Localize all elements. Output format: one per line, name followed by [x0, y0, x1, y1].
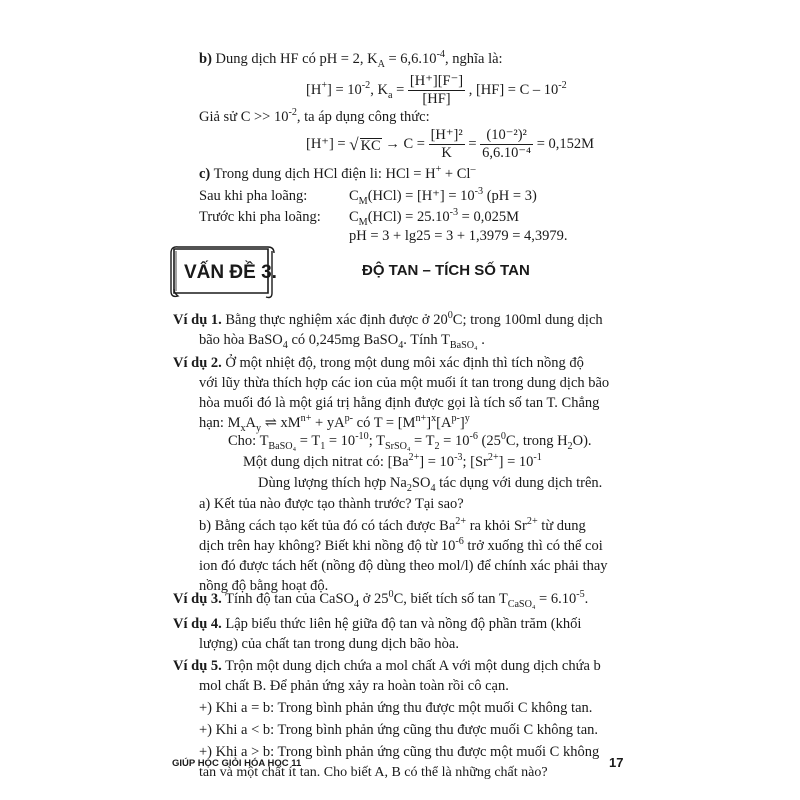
example-4-line2: lượng) của chất tan trong dung dịch bão hòa. — [199, 636, 459, 652]
banner-title: VẤN ĐỀ 3. — [184, 262, 277, 283]
nitrate-solution: Một dung dịch nitrat có: $[Ba^{2+}] = 10^{-3}$; $[Sr^{2+}] = 10^{-1}$ — [243, 452, 542, 470]
example-5-case1: +) Khi a = b: Trong bình phản ứng thu được một muối C không tan. — [199, 700, 593, 716]
example-2-line4: hạn: $M_xA_y$ ⇌ $xM^{n+} + yA^{p-}$ có $T = [M^{n+}]^x[A^{p-}]^y$ — [199, 413, 470, 434]
before-dilution-label: Trước khi pha loãng: — [199, 209, 321, 225]
equation-ka: $[H^+] = 10^{-2}$, $K_a$ = $\frac{[H^+][F^-]}{[HF]}$ , $[HF] = C - 10^{-2}$ — [306, 73, 567, 108]
example-1-line1: Ví dụ 1. Bằng thực nghiệm xác định được ở $20^0C$; trong 100ml dung dịch — [173, 310, 603, 328]
example-2-line1: Ví dụ 2. Ở một nhiệt độ, trong một dung môi xác định thì tích nồng độ — [173, 355, 584, 371]
example-5-case3: +) Khi a > b: Trong bình phản ứng cũng thu được một muối C không — [199, 744, 600, 760]
given-constants: Cho: $T_{BaSO_4} = T_1 = 10^{-10}$; $T_{SrSO_4} = T_2 = 10^{-6}$ ($25^0C$, trong $H_2O$). — [228, 431, 592, 452]
part-c-intro: c) Trong dung dịch HCl điện li: HCl = H+ + Cl– — [199, 164, 476, 182]
ph-calculation: pH = 3 + lg25 = 3 + 1,3979 = 4,3979. — [349, 228, 568, 244]
example-5-case2: +) Khi a < b: Trong bình phản ứng cũng thu được muối C không tan. — [199, 722, 599, 738]
example-1-line2: bão hòa BaSO$_4$ có 0,245mg BaSO$_4$. Tính $T_{BaSO_4}$ . — [199, 332, 485, 351]
page-number: 17 — [609, 755, 624, 770]
example-2-line3: hòa muối đó là một giá trị hằng định được gọi là tích số tan T. Chẳng — [199, 395, 600, 411]
example-5-line1: Ví dụ 5. Trộn một dung dịch chứa a mol chất A với một dung dịch chứa b — [173, 658, 601, 674]
before-dilution-eq: $C_M(HCl) = 25.10^{-3} = 0,025M$ — [349, 207, 519, 228]
example-5-line2: mol chất B. Để phản ứng xảy ra hoàn toàn rồi cô cạn. — [199, 678, 509, 694]
assumption-line: Giả sử $C >> 10^{-2}$, ta áp dụng công thức: — [199, 107, 430, 125]
example-4-line1: Ví dụ 4. Lập biểu thức liên hệ giữa độ tan và nồng độ phần trăm (khối — [173, 616, 582, 632]
example-2-line2: với lũy thừa thích hợp các ion của một muối ít tan trong dung dịch bão — [199, 375, 610, 391]
reagent-line: Dùng lượng thích hợp $Na_2SO_4$ tác dụng với dung dịch trên. — [258, 475, 603, 494]
question-b-line1: b) Bằng cách tạo kết tủa đó có tách được $Ba^{2+}$ ra khỏi $Sr^{2+}$ từ dung — [199, 516, 586, 534]
after-dilution-label: Sau khi pha loãng: — [199, 188, 308, 204]
after-dilution-eq: $C_M(HCl) = [H^+] = 10^{-3}$ (pH = 3) — [349, 186, 537, 207]
question-b-line3: ion đó được tách hết (nồng độ dùng theo mol/l) để chính xác phải thay — [199, 558, 608, 574]
equation-concentration: [H⁺] = √ KC → C = $\frac{\text{[H⁺]²}}{K}$ = $\frac{\text{(10⁻²)²}}{\text{6,6.10⁻⁴}}$ = 0,152M — [306, 127, 595, 162]
section-title: ĐỘ TAN – TÍCH SỐ TAN — [362, 262, 530, 279]
footer-book-title: GIÚP HỌC GIỎI HÓA HỌC 11 — [172, 758, 302, 769]
question-b-line2: dịch trên hay không? Biết khi nồng độ từ $10^{-6}$ trở xuống thì có thể coi — [199, 536, 603, 554]
question-b-line4: nồng độ bằng hoạt độ. — [199, 578, 329, 594]
example-5-case3b: tan và một chất ít tan. Cho biết A, B có thể là những chất nào? — [199, 765, 548, 780]
part-b-intro: b) Dung dịch HF có pH = 2, $K_A = 6,6.10^{-4}$, nghĩa là: — [199, 49, 503, 70]
example-3: Ví dụ 3. Tính độ tan của CaSO$_4$ ở $25^0C$, biết tích số $\tan T_{CaSO_4} = 6.10^{-5}$. — [173, 589, 589, 610]
question-a: a) Kết tủa nào được tạo thành trước? Tại sao? — [199, 496, 464, 512]
